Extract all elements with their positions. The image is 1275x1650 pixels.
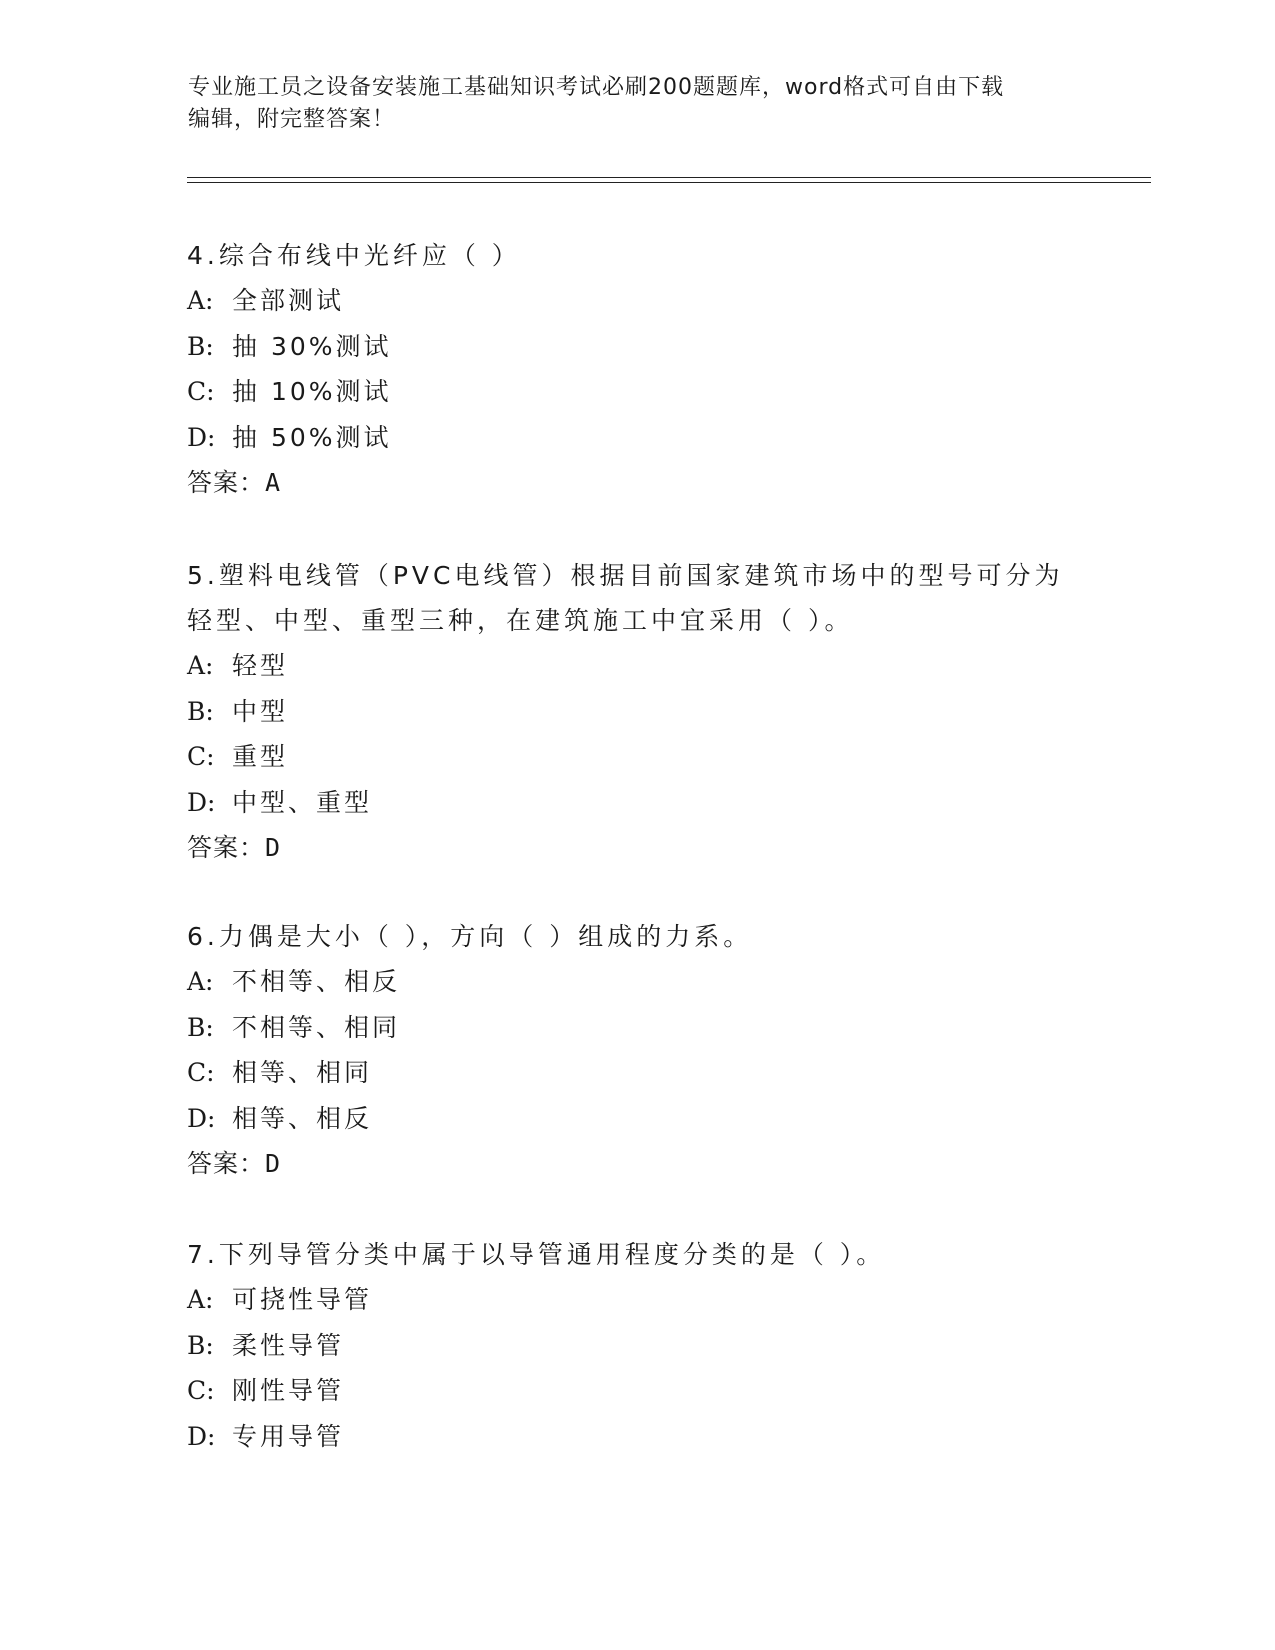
- option-d: [187, 415, 1087, 461]
- option-letter: B:: [187, 696, 214, 726]
- option-letter: A:: [187, 967, 214, 996]
- option-c: [187, 1368, 1087, 1414]
- option-text: 可挠性导管: [232, 1285, 373, 1314]
- option-text: 全部测试: [232, 286, 345, 315]
- question-text: 7.下列导管分类中属于以导管通用程度分类的是（ ）。: [187, 1240, 886, 1269]
- option-text: 不相等、相反: [232, 967, 401, 996]
- option-letter: A:: [187, 1285, 214, 1314]
- question-6: [187, 914, 1087, 1187]
- option-c: [187, 369, 1087, 415]
- question-7: [187, 1232, 1087, 1459]
- option-letter: A:: [187, 286, 214, 315]
- question-5: [187, 553, 1087, 871]
- option-c: [187, 734, 1087, 780]
- option-c: [187, 1050, 1087, 1096]
- header-title-line-1: 专业施工员之设备安装施工基础知识考试必刷200题题库，word格式可自由下载: [188, 75, 1005, 100]
- option-text: 中型、重型: [232, 787, 373, 817]
- option-letter: D:: [187, 422, 216, 452]
- option-a: [187, 643, 1087, 689]
- option-text: 刚性导管: [232, 1376, 345, 1405]
- option-text: 相等、相反: [232, 1103, 373, 1133]
- option-d: [187, 780, 1087, 826]
- header-divider-top: [187, 177, 1151, 178]
- option-b: [187, 324, 1087, 370]
- option-a: [187, 1277, 1087, 1323]
- question-text: 4.综合布线中光纤应（ ）: [187, 241, 521, 270]
- answer-label: 答案：: [187, 833, 266, 862]
- answer-line: [187, 1141, 1087, 1187]
- option-a: [187, 959, 1087, 1005]
- option-text: 抽 10%测试: [232, 377, 392, 406]
- option-b: [187, 689, 1087, 735]
- answer-label: 答案：: [187, 1149, 266, 1178]
- answer-value: D: [265, 1149, 282, 1178]
- option-text: 不相等、相同: [232, 1012, 401, 1042]
- option-b: [187, 1323, 1087, 1369]
- document-header: [188, 72, 1088, 136]
- answer-value: D: [265, 833, 282, 862]
- option-letter: C:: [187, 1058, 215, 1087]
- answer-line: [187, 825, 1087, 871]
- answer-line: [187, 460, 1087, 506]
- option-text: 轻型: [232, 651, 289, 680]
- option-d: [187, 1414, 1087, 1460]
- option-letter: C:: [187, 742, 215, 771]
- option-text: 重型: [232, 742, 289, 771]
- option-text: 抽 30%测试: [232, 331, 392, 361]
- option-b: [187, 1005, 1087, 1051]
- option-d: [187, 1096, 1087, 1142]
- option-letter: D:: [187, 787, 216, 817]
- question-4: [187, 233, 1087, 506]
- option-text: 相等、相同: [232, 1058, 373, 1087]
- option-text: 抽 50%测试: [232, 422, 392, 452]
- header-title-line-2: 编辑，附完整答案！: [188, 107, 396, 132]
- question-text: 5.塑料电线管（PVC电线管）根据目前国家建筑市场中的型号可分为轻型、中型、重型三种，在建筑施工中宜采用（ ）。: [187, 561, 1064, 635]
- option-letter: C:: [187, 1376, 215, 1405]
- question-text: 6.力偶是大小（ ），方向（ ）组成的力系。: [187, 922, 753, 951]
- option-letter: D:: [187, 1103, 216, 1133]
- option-letter: D:: [187, 1421, 216, 1451]
- option-letter: B:: [187, 331, 214, 361]
- option-letter: B:: [187, 1012, 214, 1042]
- option-letter: B:: [187, 1330, 214, 1360]
- option-letter: C:: [187, 377, 215, 406]
- answer-label: 答案：: [187, 468, 266, 497]
- header-divider-bottom: [187, 182, 1151, 183]
- option-text: 专用导管: [232, 1421, 345, 1451]
- option-letter: A:: [187, 651, 214, 680]
- answer-value: A: [265, 468, 282, 497]
- option-a: [187, 278, 1087, 324]
- option-text: 中型: [232, 696, 289, 726]
- option-text: 柔性导管: [232, 1330, 345, 1360]
